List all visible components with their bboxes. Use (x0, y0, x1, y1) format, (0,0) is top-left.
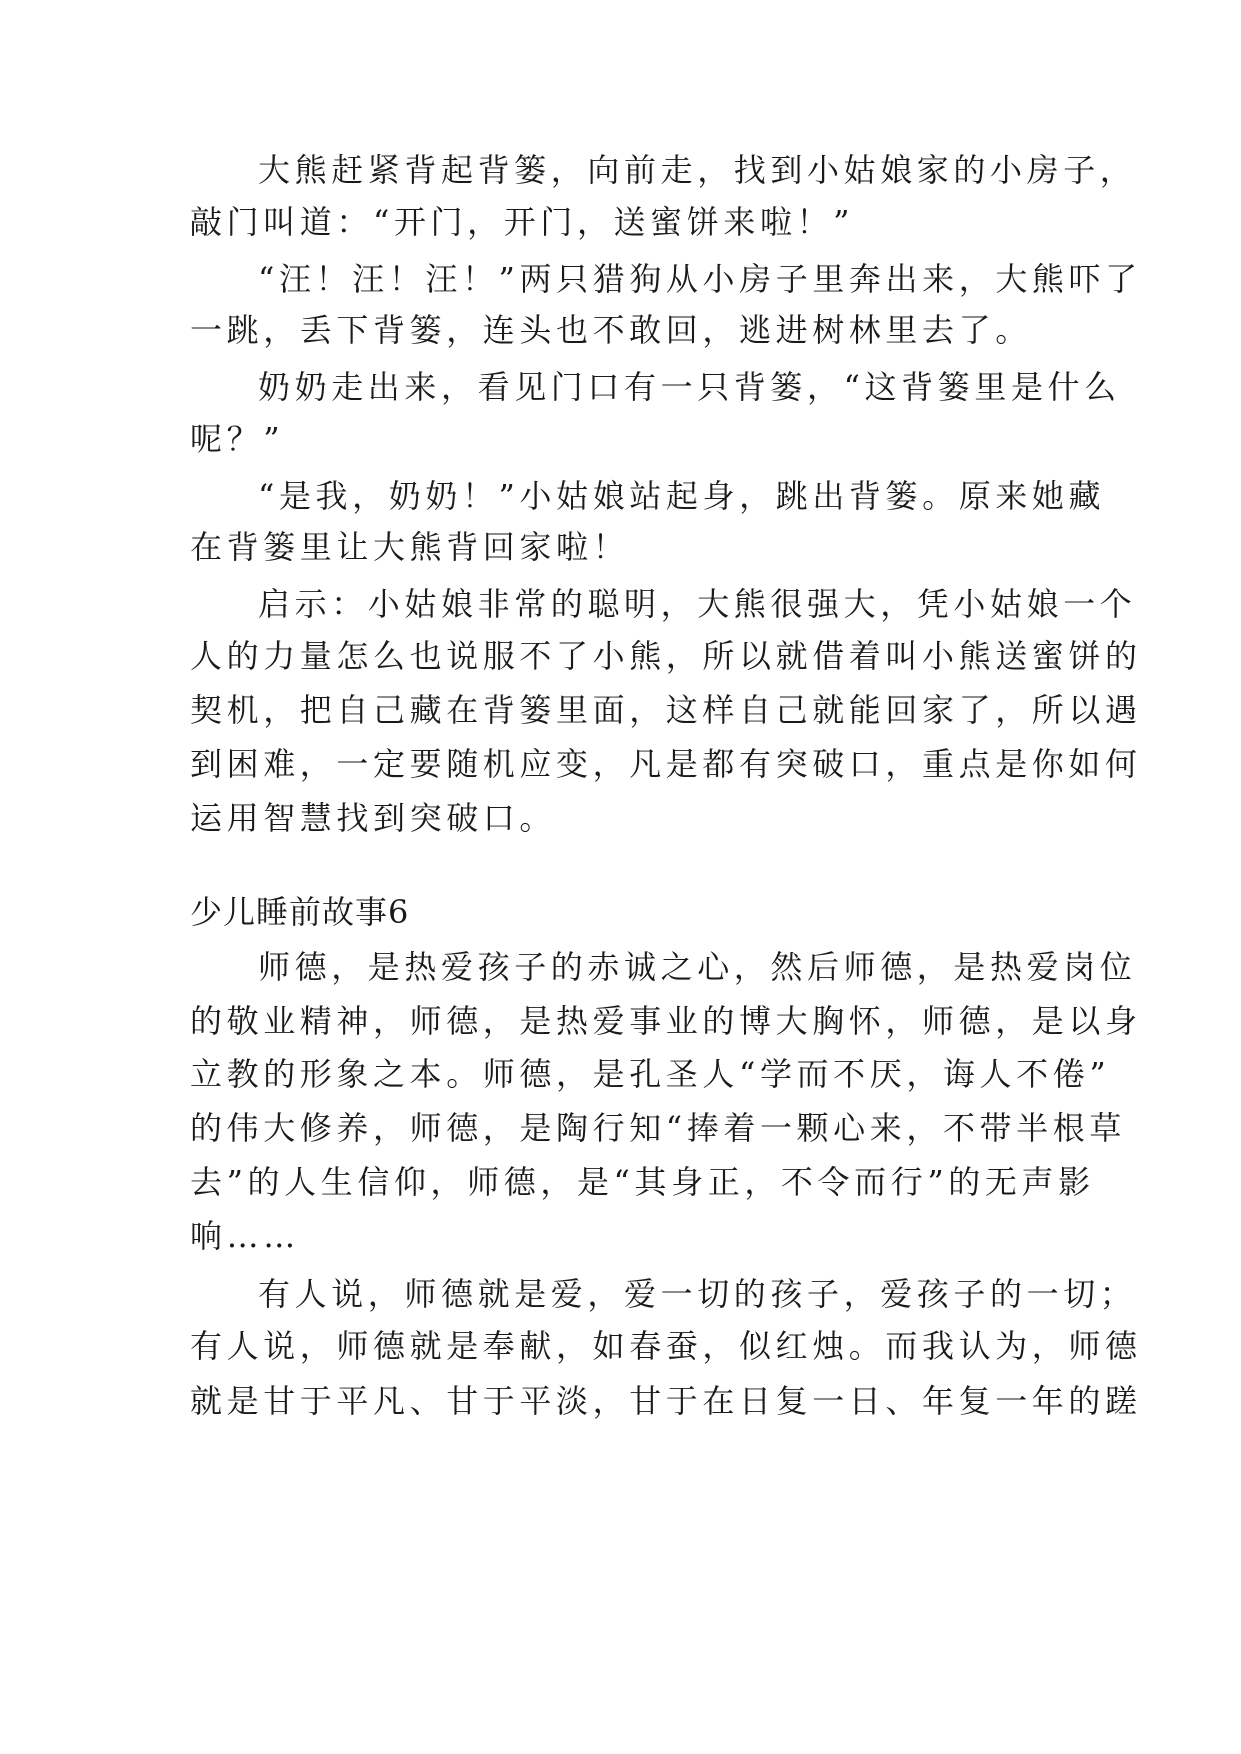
section-heading: 少儿睡前故事6 (190, 893, 410, 931)
text-line: 一跳，丢下背篓，连头也不敢回，逃进树林里去了。 (190, 311, 1032, 349)
text-line: 大熊赶紧背起背篓，向前走，找到小姑娘家的小房子， (258, 151, 1137, 189)
text-line: 运用智慧找到突破口。 (190, 799, 557, 837)
text-line: 有人说，师德就是奉献，如春蚕，似红烛。而我认为，师德 (190, 1327, 1142, 1365)
text-line: 的敬业精神，师德，是热爱事业的博大胸怀，师德，是以身 (190, 1002, 1142, 1040)
text-line: 的伟大修养，师德，是陶行知“捧着一颗心来，不带半根草 (190, 1109, 1126, 1147)
text-line: “是我，奶奶！”小姑娘站起身，跳出背篓。原来她藏 (258, 477, 1106, 515)
text-line: “汪！汪！汪！”两只猎狗从小房子里奔出来，大熊吓了 (258, 260, 1142, 298)
text-line: 师德，是热爱孩子的赤诚之心，然后师德，是热爱岗位 (258, 948, 1137, 986)
text-line: 到困难，一定要随机应变，凡是都有突破口，重点是你如何 (190, 745, 1142, 783)
text-line: 有人说，师德就是爱，爱一切的孩子，爱孩子的一切； (258, 1275, 1137, 1313)
text-line: 在背篓里让大熊背回家啦！ (190, 528, 630, 566)
text-line: 就是甘于平凡、甘于平淡，甘于在日复一日、年复一年的蹉 (190, 1382, 1142, 1420)
text-line: 契机，把自己藏在背篓里面，这样自己就能回家了，所以遇 (190, 691, 1142, 729)
text-line: 去”的人生信仰，师德，是“其身正，不令而行”的无声影 (190, 1163, 1095, 1201)
text-line: 敲门叫道：“开门，开门，送蜜饼来啦！” (190, 203, 855, 241)
text-line: 立教的形象之本。师德，是孔圣人“学而不厌，诲人不倦” (190, 1055, 1111, 1093)
text-line: 响…… (190, 1217, 300, 1255)
text-line: 呢？” (190, 420, 285, 458)
text-line: 奶奶走出来，看见门口有一只背篓，“这背篓里是什么 (258, 368, 1121, 406)
text-line: 人的力量怎么也说服不了小熊，所以就借着叫小熊送蜜饼的 (190, 637, 1142, 675)
text-line: 启示：小姑娘非常的聪明，大熊很强大，凭小姑娘一个 (258, 585, 1137, 623)
